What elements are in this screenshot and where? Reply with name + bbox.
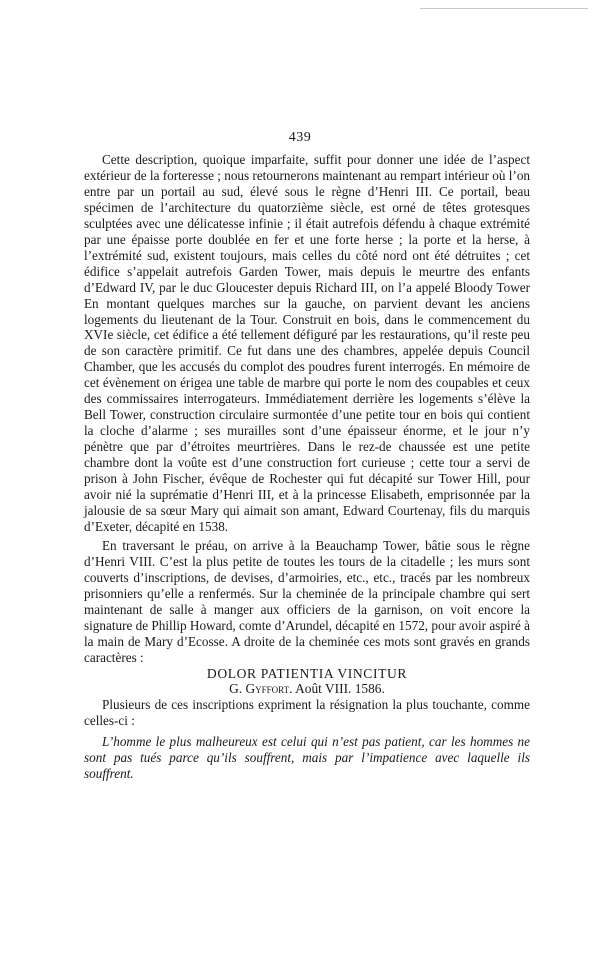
page-number: 439 (288, 130, 312, 145)
body-text (84, 152, 530, 782)
inscription-quote: L’homme le plus malheureux est celui qui n’est pas patient, car les hommes ne sont pas tués parce qu’ils souffrent, mais par l’impatience avec laquelle ils souffrent. (84, 734, 530, 782)
inscription-signature-name: G. Gyffort. (229, 681, 293, 697)
paragraph-tower-description: Cette description, quoique imparfaite, suffit pour donner une idée de l’aspect extérieur de la forteresse ; nous retournerons maintenant au rempart intérieur où l’on entre par un portail au sud, élevé sous le règne d’Henri III. Ce portail, beau spécimen de l’architecture du quatorzième siècle, est orné de têtes grotesques sculptées avec une délicatesse infinie ; il était autrefois défendu à chaque extrémité par une épaisse porte doublée en fer et une forte herse ; la porte et la herse, à l’extrémité sud, existent toujours, mais celles du côté nord ont été détruites ; cet édifice s’appelait autrefois Garden Tower, mais depuis le meurtre des enfants d’Edward IV, par le duc Gloucester depuis Richard III, on l’a appelé Bloody Tower En montant quelques marches sur la gauche, on parvient devant les anciens logements du lieutenant de la Tour. Construit en bois, dans le commencement du XVIe siècle, cet édifice a été tellement défiguré par les restaurations, qu’il reste peu de son caractère primitif. Ce fut dans une des chambres, appelée depuis Council Chamber, que les accusés du complot des poudres furent interrogés. En mémoire de cet évènement on érigea une table de marbre qui porte le nom des coupables et ceux des commissaires interrogateurs. Immédiatement derrière les logements s’élève la Bell Tower, construction circulaire surmontée d’une petite tour en bois qui contient la cloche d’alarme ; ses murailles sont d’une épaisseur énorme, et le jour n’y pénètre que par d’étroites meurtrières. Dans le rez-de chaussée est une petite chambre dont la voûte est d’une construction fort curieuse ; cette tour a servi de prison à John Fischer, évêque de Rochester qui fut décapité sur Tower Hill, pour avoir nié la suprématie d’Henri III, et à la princesse Elisabeth, emprisonnée par la jalousie de sa sœur Mary qui aimait son amant, Edward Courtenay, fils du marquis d’Exeter, décapité en 1538. (84, 152, 531, 534)
paragraph-inscriptions-intro: Plusieurs de ces inscriptions expriment la résignation la plus touchante, comme celles-ci : (84, 697, 530, 729)
page-edge-mark (420, 8, 588, 9)
paragraph-beauchamp-tower: En traversant le préau, on arrive à la Beauchamp Tower, bâtie sous le règne d’Henri VIII. C’est la plus petite de toutes les tours de la citadelle ; les murs sont couverts d’inscriptions, de devises, d’armoiries, etc., etc., tracés par les nombreux prisonniers qu’elle a renfermés. Sur la cheminée de la principale chambre qui sert maintenant de salle à manger aux officiers de la garnison, on voit encore la signature de Phillip Howard, comte d’Arundel, décapité en 1572, pour avoir aspiré à la main de Mary d’Ecosse. A droite de la cheminée ces mots sont gravés en grands caractères : (84, 537, 530, 665)
inscription-signature (84, 681, 530, 697)
inscription-signature-date: Août VIII. 1586. (295, 681, 385, 697)
inscription-heading: DOLOR PATIENTIA VINCITUR (206, 665, 408, 681)
